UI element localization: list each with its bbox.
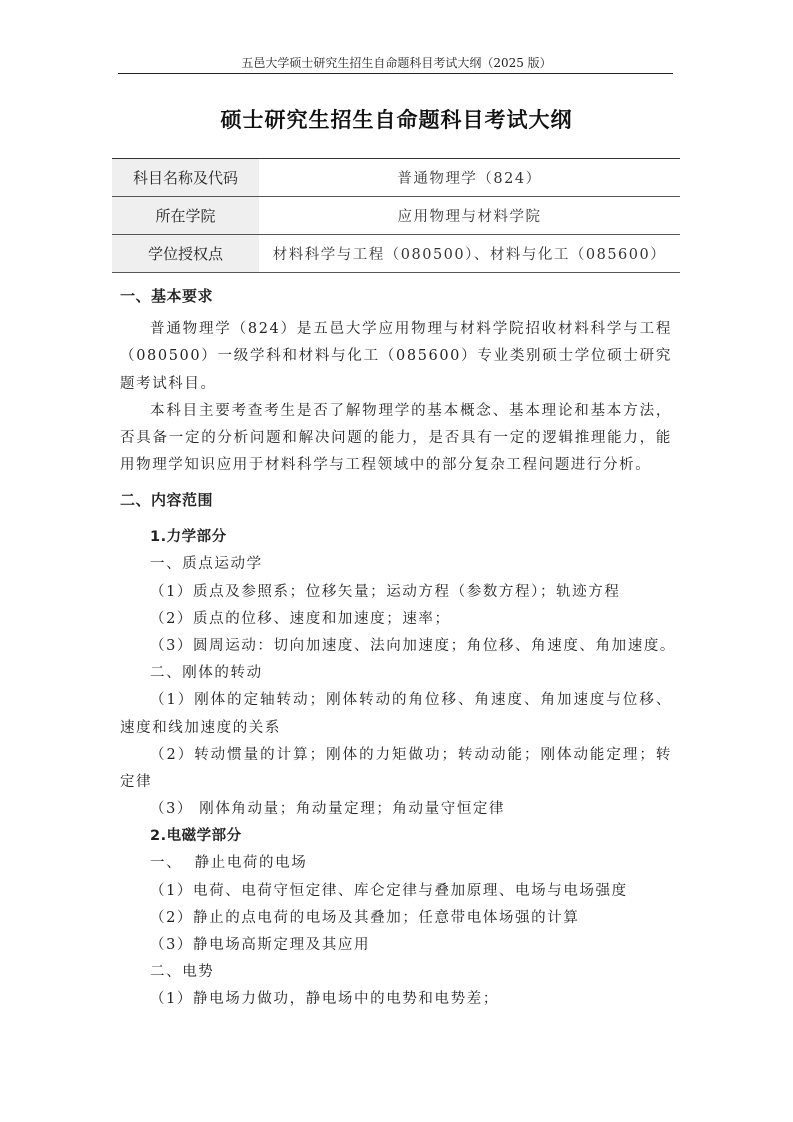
list-item: （2）转动惯量的计算；刚体的力矩做功；转动动能；刚体动能定理；转 [150,746,672,763]
paragraph-line: 否具备一定的分析问题和解决问题的能力，是否具有一定的逻辑推理能力，能 [120,429,672,446]
section-basic-requirements [120,283,672,479]
list-item: （3） 刚体角动量；角动量定理；角动量守恒定律 [150,801,506,818]
topic-heading: 二、电势 [150,964,215,981]
list-item-continuation: 定律 [120,773,153,790]
table-row [112,159,680,197]
list-item: （3）静电场高斯定理及其应用 [150,937,371,953]
row-label: 科目名称及代码 [112,159,259,197]
table-row [112,197,680,235]
list-item: （1）刚体的定轴转动；刚体转动的角位移、角速度、角加速度与位移、 [150,692,672,709]
topic-heading: 二、刚体的转动 [150,665,263,682]
topic-heading: 一、 静止电荷的电场 [150,855,308,872]
row-label: 学位授权点 [112,235,259,273]
list-item: （2）质点的位移、速度和加速度；速率； [150,610,451,627]
section-content-scope [120,487,677,1014]
section-heading: 二、内容范围 [120,491,214,509]
row-value: 普通物理学（824） [259,159,680,197]
list-item: （1）静电场力做功，静电场中的电势和电势差； [150,991,499,1008]
section-heading: 一、基本要求 [120,287,214,305]
paragraph-line: 用物理学知识应用于材料科学与工程领域中的部分复杂工程问题进行分析。 [120,457,652,474]
list-item: （3）圆周运动：切向加速度、法向加速度；角位移、角速度、角加速度。 [150,637,677,654]
running-header: 五邑大学硕士研究生招生自命题科目考试大纲（2025 版） [241,56,552,70]
subsection-heading: 1.力学部分 [150,529,227,546]
paragraph-line: 本科目主要考查考生是否了解物理学的基本概念、基本理论和基本方法， [150,402,672,419]
row-label: 所在学院 [112,197,259,235]
header-rule [118,73,673,74]
table-row [112,235,680,273]
list-item: （2）静止的点电荷的电场及其叠加；任意带电体场强的计算 [150,909,580,926]
paragraph-line: 普通物理学（824）是五邑大学应用物理与材料学院招收材料科学与工程 [150,321,672,338]
paragraph-line: 题考试科目。 [120,375,217,392]
list-item: （1）电荷、电荷守恒定律、库仑定律与叠加原理、电场与电场强度 [150,882,628,899]
row-value: 材料科学与工程（080500）、材料与化工（085600） [259,235,680,273]
list-item-continuation: 速度和线加速度的关系 [120,719,281,736]
paragraph-line: （080500）一级学科和材料与化工（085600）专业类别硕士学位硕士研究 [120,348,672,365]
row-value: 应用物理与材料学院 [259,197,680,235]
subject-info-table [112,158,680,273]
page-title: 硕士研究生招生自命题科目考试大纲 [220,108,573,132]
topic-heading: 一、质点运动学 [150,556,263,573]
subsection-heading: 2.电磁学部分 [150,828,242,845]
list-item: （1）质点及参照系；位移矢量；运动方程（参数方程）；轨迹方程 [150,583,621,600]
